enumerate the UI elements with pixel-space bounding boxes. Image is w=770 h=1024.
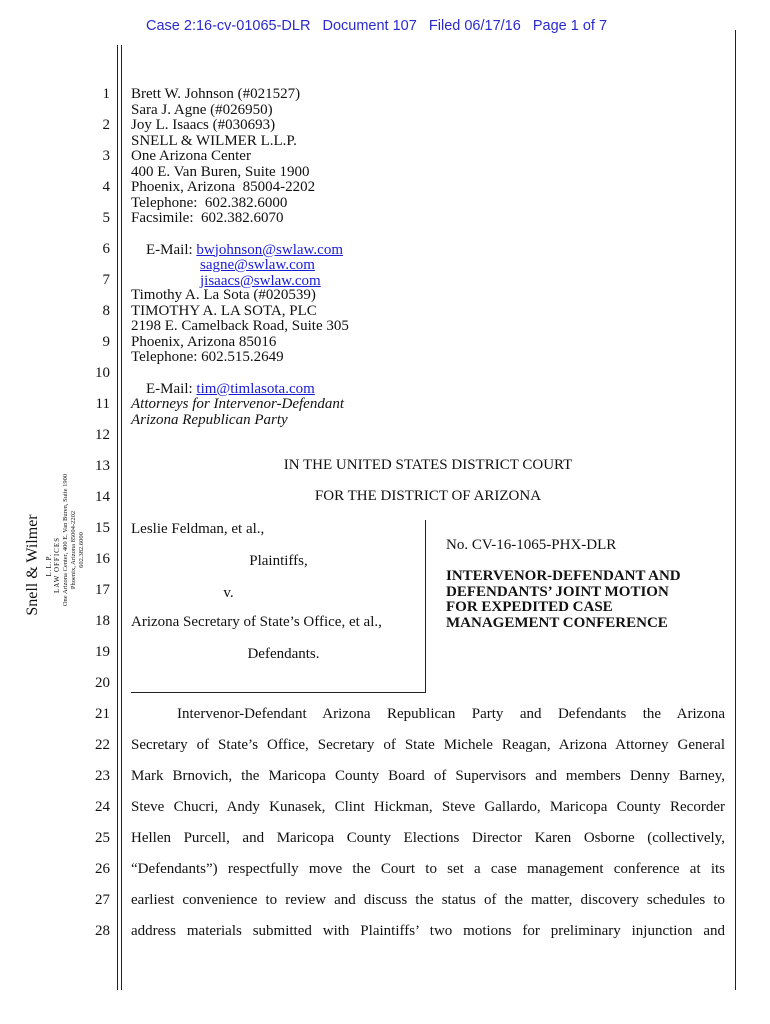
line-number: 25 <box>95 830 110 846</box>
line-number: 8 <box>102 303 110 319</box>
line-number: 16 <box>95 551 110 567</box>
line-number: 19 <box>95 644 110 660</box>
motion-title-line: FOR EXPEDITED CASE <box>446 599 613 615</box>
attorney-line: 2198 E. Camelback Road, Suite 305 <box>131 318 349 334</box>
line-number: 22 <box>95 737 110 753</box>
line-number: 7 <box>102 272 110 288</box>
firm-sidebar <box>20 455 110 625</box>
attorney-line: Sara J. Agne (#026950) <box>131 101 273 118</box>
line-number: 20 <box>95 675 110 691</box>
email-link-sagne[interactable]: sagne@swlaw.com <box>200 257 315 273</box>
line-number: 2 <box>102 117 110 133</box>
line-number: 13 <box>95 458 110 474</box>
line-number: 11 <box>95 396 110 412</box>
firm-phone: 602.382.6000 <box>78 532 85 568</box>
attorney-line: 400 E. Van Buren, Suite 1900 <box>131 163 310 180</box>
email-link-tim[interactable]: tim@timlasota.com <box>196 380 315 397</box>
line-number: 27 <box>95 892 110 908</box>
line-number: 9 <box>102 334 110 350</box>
motion-title-line: MANAGEMENT CONFERENCE <box>446 614 668 631</box>
line-number: 24 <box>95 799 110 815</box>
line-number: 4 <box>102 179 110 195</box>
line-number: 26 <box>95 861 110 877</box>
attorney-line: Phoenix, Arizona 85016 <box>131 333 277 350</box>
body-line: Secretary of State’s Office, Secretary of State Michele Reagan, Arizona Attorney General <box>131 737 725 753</box>
case-number: No. CV-16-1065-PHX-DLR <box>446 537 617 553</box>
court-heading: IN THE UNITED STATES DISTRICT COURT <box>283 457 573 473</box>
right-margin-rule <box>735 30 736 990</box>
line-number: 3 <box>102 148 110 164</box>
attorney-line: Telephone: 602.382.6000 <box>131 194 288 211</box>
body-line: Steve Chucri, Andy Kunasek, Clint Hickman, Steve Gallardo, Maricopa County Recorder <box>131 799 725 815</box>
email-link-bwjohnson[interactable]: bwjohnson@swlaw.com <box>196 241 343 258</box>
motion-title-line: INTERVENOR-DEFENDANT AND <box>446 568 681 584</box>
line-number: 6 <box>102 241 110 257</box>
line-number: 15 <box>95 520 110 536</box>
attorney-line: Brett W. Johnson (#021527) <box>131 86 301 102</box>
line-number: 28 <box>95 923 110 939</box>
ecf-header: Case 2:16-cv-01065-DLR Document 107 Filed 06/17/16 Page 1 of 7 <box>146 18 608 34</box>
line-number: 5 <box>102 210 110 226</box>
attorney-line: Joy L. Isaacs (#030693) <box>131 117 276 133</box>
firm-llp: L.L.P. <box>45 553 53 577</box>
body-line: “Defendants”) respectfully move the Court to set a case management conference at its <box>131 861 725 877</box>
body-line: Hellen Purcell, and Maricopa County Elections Director Karen Osborne (collectively, <box>131 830 725 846</box>
attorneys-for-line: Attorneys for Intervenor-Defendant <box>131 396 344 412</box>
body-line: address materials submitted with Plaintiffs’ two motions for preliminary injunction and <box>131 923 725 939</box>
defendants-name: Arizona Secretary of State’s Office, et al., <box>131 614 382 630</box>
line-number: 23 <box>95 768 110 784</box>
firm-name: Snell & Wilmer <box>24 514 41 616</box>
plaintiffs-name: Leslie Feldman, et al., <box>131 521 265 537</box>
email-label: E-Mail: <box>146 241 197 258</box>
plaintiffs-label: Plaintiffs, <box>249 553 308 569</box>
line-number: 18 <box>95 613 110 629</box>
line-number: 10 <box>95 365 110 381</box>
firm-sidebar-rotated <box>20 455 110 625</box>
line-number: 17 <box>95 582 110 598</box>
line-number: 14 <box>95 489 110 505</box>
caption-divider-vertical <box>425 520 426 693</box>
body-line: earliest convenience to review and discuss the status of the matter, discovery schedules to <box>131 892 725 908</box>
attorney-line: Phoenix, Arizona 85004-2202 <box>131 179 316 195</box>
attorney-line: Timothy A. La Sota (#020539) <box>131 287 316 303</box>
line-number: 12 <box>95 427 110 443</box>
attorney-line: Facsimile: 602.382.6070 <box>131 210 284 226</box>
firm-address: One Arizona Center, 400 E. Van Buren, Suite 1900 <box>62 473 69 607</box>
email-link-jisaacs[interactable]: jisaacs@swlaw.com <box>200 272 321 289</box>
firm-law-offices: LAW OFFICES <box>53 537 61 594</box>
attorney-line: TIMOTHY A. LA SOTA, PLC <box>131 302 317 319</box>
defendants-label: Defendants. <box>247 646 320 662</box>
email-label: E-Mail: <box>146 380 197 397</box>
attorney-line: One Arizona Center <box>131 148 251 164</box>
motion-title-line: DEFENDANTS’ JOINT MOTION <box>446 583 669 600</box>
attorneys-for-line: Arizona Republican Party <box>131 411 288 428</box>
left-margin-rule-outer <box>117 45 118 990</box>
body-line: Mark Brnovich, the Maricopa County Board of Supervisors and members Denny Barney, <box>131 768 725 784</box>
attorney-line: Telephone: 602.515.2649 <box>131 349 284 365</box>
attorney-line: SNELL & WILMER L.L.P. <box>131 132 297 149</box>
line-number: 21 <box>95 706 110 722</box>
body-line: Intervenor-Defendant Arizona Republican Party and Defendants the Arizona <box>177 706 725 722</box>
line-number: 1 <box>102 86 110 102</box>
firm-city: Phoenix, Arizona 85004-2202 <box>70 510 77 590</box>
district-heading: FOR THE DISTRICT OF ARIZONA <box>314 488 542 504</box>
left-margin-rule-inner <box>121 45 122 990</box>
caption-divider-horizontal <box>131 692 426 693</box>
versus: v. <box>223 585 234 601</box>
